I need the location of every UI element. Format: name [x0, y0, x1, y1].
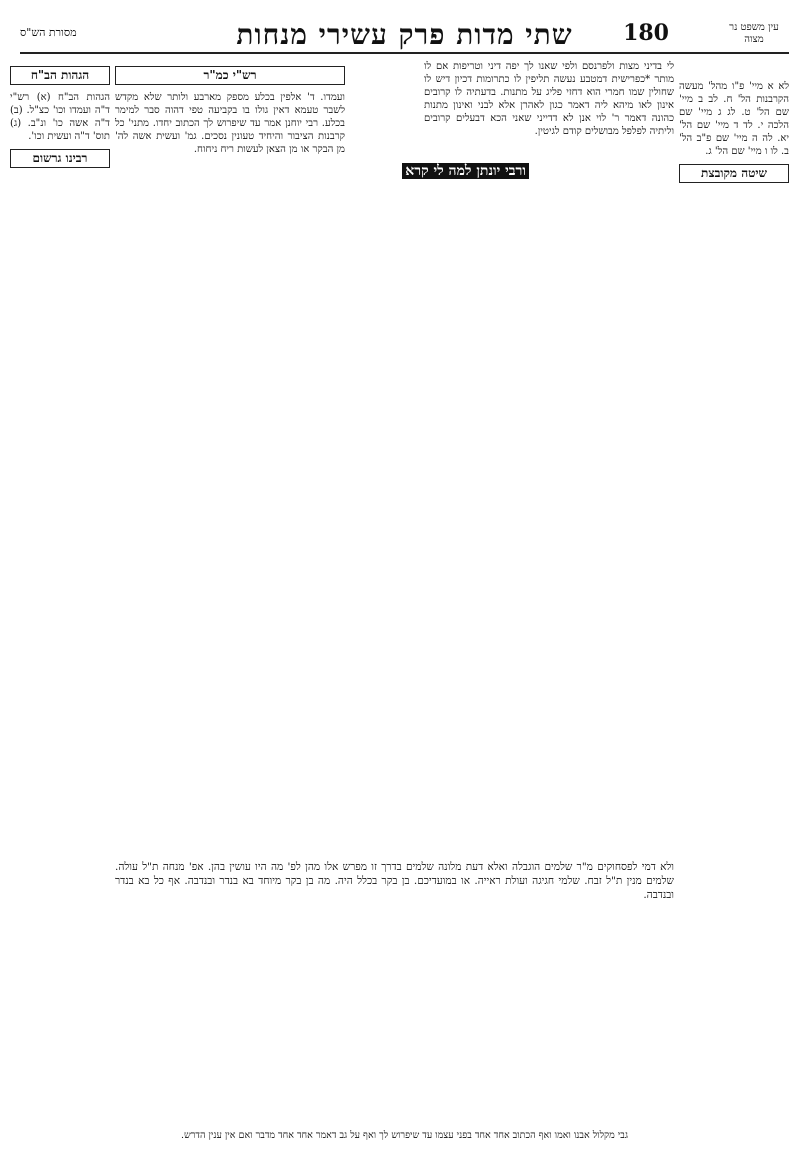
- rashi-text: לי בדיני מצות ולפרנסם ולפי שאנו לך יפה דיני וטריפות אם לו מותר *כפרישית דמטבע נעשה תליפין לו כתרומות דכיון דיש לו שחולין שמו חמרי הוא דחזי פליג על מתנות. בדעתיה לו קרובים אינון לאו מיהא ליה דאמר כגון לאהרן אלא לבני ואינון מתנות כהונה דאמר ר' לוי אנן לא דדייני שאני הכא דבעלים קרובים וליתיה לפלפל מבושלים קודם לגיטין.: [424, 61, 674, 137]
- rashi-heading: רש"י כמ"ר: [115, 66, 345, 85]
- hagahot-heading: הגהות הב"ח: [10, 66, 110, 85]
- tosafot-column: [115, 60, 345, 780]
- highlighted-phrase: ורבי יונתן למה לי קרא: [402, 163, 529, 179]
- outer-left-text: הגהות הב"ח (א) רש"י ד"ה ועמדו וכו' כצ"ל. (ב) ד"ה אשה כו' ונ"ב. (ג) תוס' ד"ה ועשית וכו'.: [10, 92, 110, 142]
- shita-mekubetzet-heading: שיטה מקובצת: [679, 164, 789, 183]
- outer-right-column: [679, 80, 789, 1040]
- bottom-line: גבי מקלול אבנו ואמו ואף הכתוב אחד אחד בפני עצמו עד שיפרוש לך ואף על גב דאמר אחד אחד מדבר ואם אין ענין הדרש.: [181, 1130, 628, 1141]
- rabbenu-gershom-heading: רבינו גרשום: [10, 149, 110, 168]
- left-note: מסורת הש"ס: [20, 26, 77, 39]
- page-number: 180: [623, 20, 669, 46]
- tosafot-text: ועמדו. ד' אלפין בכלע מספק מארבע ולותר שלא מקדש לשבר טעמא דאין גולו בו בקביעה טפי דהוה סבר למימר בכלע. רבי יוחנן אמר עד שיפרוש לך הכתוב יחדו. מתני' כל קרבנות הציבור והיחיד טעונין נסכים. גמ' ועשית אשה לה' מן הבקר או מן הצאן לעשות ריח ניחוח.: [115, 92, 345, 155]
- bottom-text-block: ולא דמי לפסחוקים מ"ר שלמים הוגבלה ואלא דעת מלונה שלמים בדרך זו מפרש אלו מהן לפ' מה היו עושין בהן. אפ' מנחה ת"ל עולה. שלמים מנין ת"ל זבח. שלמי חגיגה ועולת ראייה. או במועדיכם. בן בקר בכלל היה. מה בן בקר מיוחד בא בנדר ובנדבה. אף כל בא בנדר ובנדבה.: [115, 861, 674, 901]
- page-title: שתי מדות פרק עשירי מנחות: [236, 18, 573, 51]
- outer-right-text: לא א מיי' פ"ו מהל' מעשה הקרבנות הל' ח. לב ב מיי' שם הל' ט. לג ג מיי' שם הלכה י. לד ד מיי' שם הל' יא. לה ה מיי' שם פ"ב הל' ב. לו ו מיי' שם הל' ג.: [679, 81, 789, 157]
- right-note: עין משפט נר מצוה: [729, 22, 779, 45]
- page-header: [20, 18, 789, 54]
- outer-left-column: [10, 60, 110, 1060]
